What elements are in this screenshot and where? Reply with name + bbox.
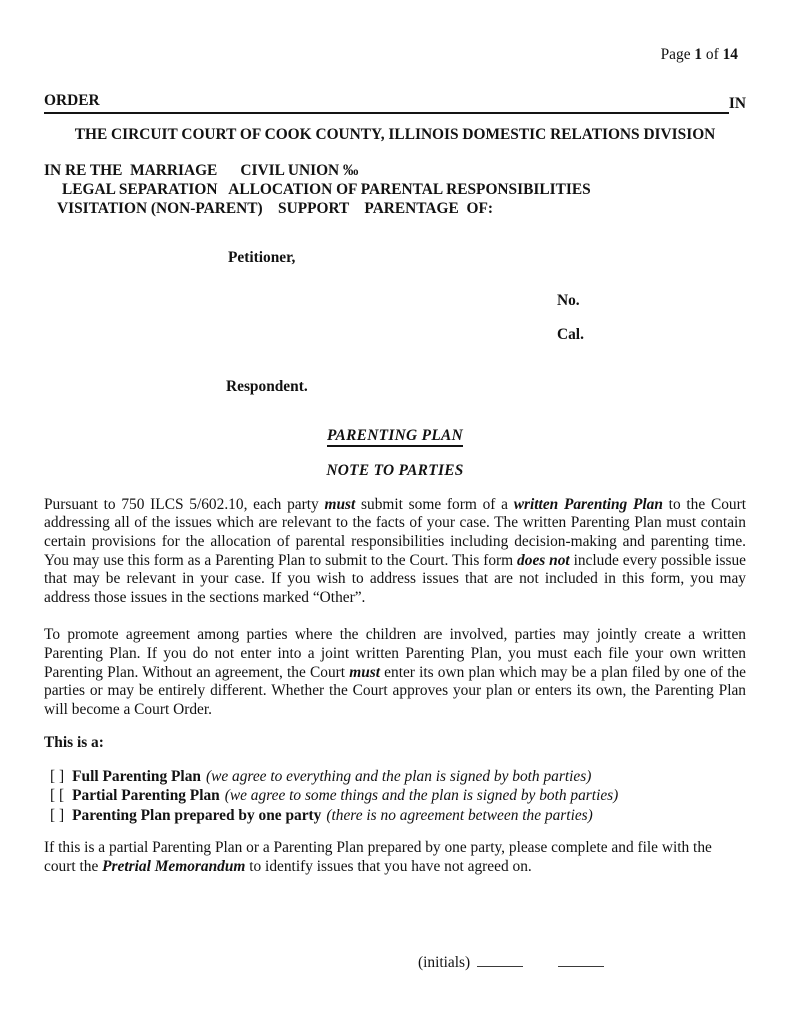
- paragraph-promote-agreement: To promote agreement among parties where the children are involved, parties may jointly create a written Parenting Plan. If you do not enter into a joint written Parenting Plan, you must each file your own written Parenting Plan. Without an agreement, the Court must enter its own plan which may be a plan filed by one of the parties or may be entirely different. Whether the Court approves your plan or enters its own, the Parenting Plan will become a Court Order.: [44, 626, 747, 718]
- option-label-full: Full Parenting Plan: [72, 767, 201, 785]
- paragraph-pursuant-ilcs: Pursuant to 750 ILCS 5/602.10, each party must submit some form of a written Parenting Plan to the Court addressing all of the issues which are relevant to the facts of your case. The written Parenting Plan must contain certain provisions for the allocation of parental responsibilities including decision-making and parenting time. You may use this form as a Parenting Plan to submit to the Court. This form does not include every possible issue that may be relevant in your case. If you wish to address issues that are not included in this form, you may address those issues in the sections marked “Other”.: [44, 495, 746, 606]
- option-full-parenting-plan: [50, 767, 746, 787]
- option-note-one-party: (there is no agreement between the parties): [326, 806, 593, 824]
- this-is-a-heading: This is a:: [44, 734, 104, 752]
- option-partial-parenting-plan: [50, 786, 746, 806]
- respondent-label: Respondent.: [226, 377, 308, 395]
- paragraph-pretrial-memorandum: If this is a partial Parenting Plan or a Parenting Plan prepared by one party, please complete and file with the court the Pretrial Memorandum to identify issues that you have not agreed on.: [44, 839, 712, 875]
- order-underline: [44, 92, 729, 114]
- calendar-label: Cal.: [557, 326, 584, 344]
- document-title: [44, 427, 746, 446]
- caption-line-marriage-civil-union: IN RE THE MARRIAGE CIVIL UNION ‰: [44, 162, 359, 180]
- order-blank-line[interactable]: [100, 92, 729, 111]
- note-to-parties-title: NOTE TO PARTIES: [326, 462, 464, 480]
- initials-label: (initials): [418, 953, 471, 971]
- court-title: THE CIRCUIT COURT OF COOK COUNTY, ILLINOIS DOMESTIC RELATIONS DIVISION: [74, 125, 716, 143]
- caption-line-legal-separation: LEGAL SEPARATION ALLOCATION OF PARENTAL RESPONSIBILITIES: [62, 181, 591, 199]
- option-one-party-parenting-plan: [50, 806, 746, 826]
- plan-type-options: [44, 767, 746, 826]
- document-title-text: PARENTING PLAN: [327, 427, 463, 447]
- option-label-partial: Partial Parenting Plan: [72, 787, 220, 805]
- option-note-partial: (we agree to some things and the plan is signed by both parties): [224, 787, 619, 805]
- caption-line-visitation-support-parentage: VISITATION (NON-PARENT) SUPPORT PARENTAGE OF:: [57, 200, 493, 218]
- page-number: Page 1 of 14: [660, 46, 738, 63]
- order-line: [44, 93, 746, 114]
- checkbox-full-parenting-plan[interactable]: [ ]: [50, 767, 65, 785]
- checkbox-partial-parenting-plan[interactable]: [ [: [50, 787, 65, 805]
- initials-blank-1[interactable]: [477, 953, 523, 967]
- in-label: IN: [728, 95, 746, 112]
- order-label: ORDER: [44, 92, 100, 109]
- initials-blank-2[interactable]: [558, 953, 604, 967]
- initials-line: [44, 953, 746, 973]
- case-number-label: No.: [557, 291, 580, 309]
- case-caption: [44, 161, 746, 218]
- option-note-full: (we agree to everything and the plan is signed by both parties): [205, 767, 592, 785]
- checkbox-one-party-parenting-plan[interactable]: [ ]: [50, 806, 65, 824]
- option-label-one-party: Parenting Plan prepared by one party: [72, 806, 322, 824]
- petitioner-label: Petitioner,: [228, 249, 296, 267]
